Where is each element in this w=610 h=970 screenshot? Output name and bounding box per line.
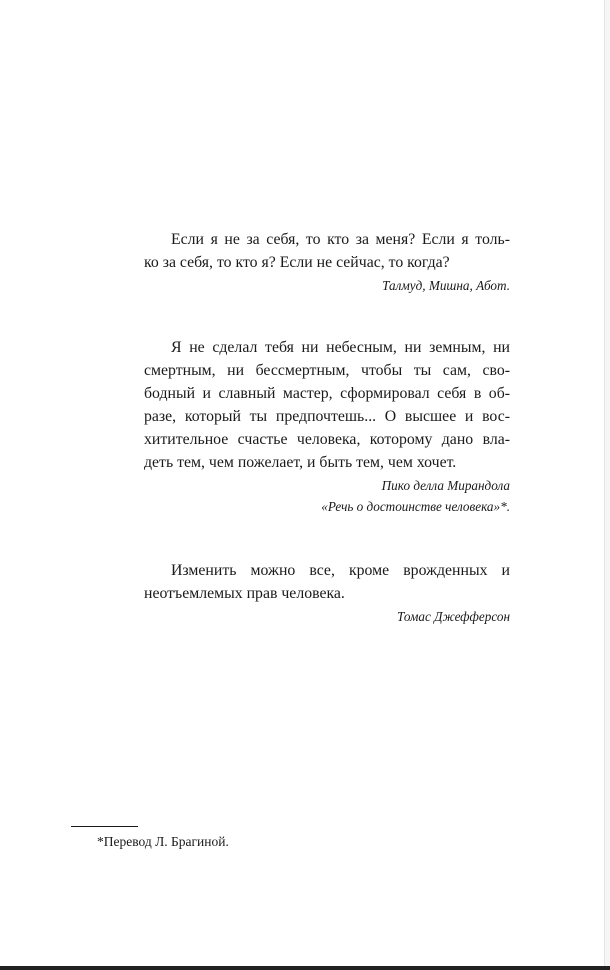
epigraph-jefferson	[144, 559, 510, 627]
epigraph-line: ко за себя, то кто я? Если не сейчас, то когда?	[144, 254, 450, 271]
epigraph-line: хитительное счастье человека, которому дано вла-	[144, 431, 510, 448]
epigraph-attribution: Томас Джефферсон	[397, 609, 510, 624]
epigraph-line: неотъемлемых прав человека.	[144, 585, 345, 602]
epigraph-attribution-author: Пико делла Мирандола	[381, 478, 510, 493]
epigraph-line: Если я не за себя, то кто за меня? Если я толь-	[171, 231, 510, 248]
epigraph-line: деть тем, чем пожелает, и быть тем, чем хочет.	[144, 454, 457, 471]
footnote-text: *Перевод Л. Брагиной.	[97, 834, 229, 849]
epigraph-line: разе, который ты предпочтешь... О высшее и вос-	[144, 408, 510, 425]
epigraph-attribution: Талмуд, Мишна, Абот.	[382, 278, 510, 293]
epigraph-attribution-work: «Речь о достоинстве человека»*.	[321, 499, 510, 514]
epigraph-pico	[144, 336, 510, 517]
epigraph-line: смертным, ни бессмертным, чтобы ты сам, сво-	[144, 362, 510, 379]
epigraph-line: Я не сделал тебя ни небесным, ни земным, ни	[171, 339, 510, 356]
epigraph-talmud	[144, 228, 510, 296]
epigraph-line: бодный и славный мастер, сформировал себя в об-	[144, 385, 510, 402]
bottom-edge-bar	[0, 966, 610, 970]
footnote-divider	[71, 826, 138, 827]
epigraph-line: Изменить можно все, кроме врожденных и	[171, 562, 510, 579]
